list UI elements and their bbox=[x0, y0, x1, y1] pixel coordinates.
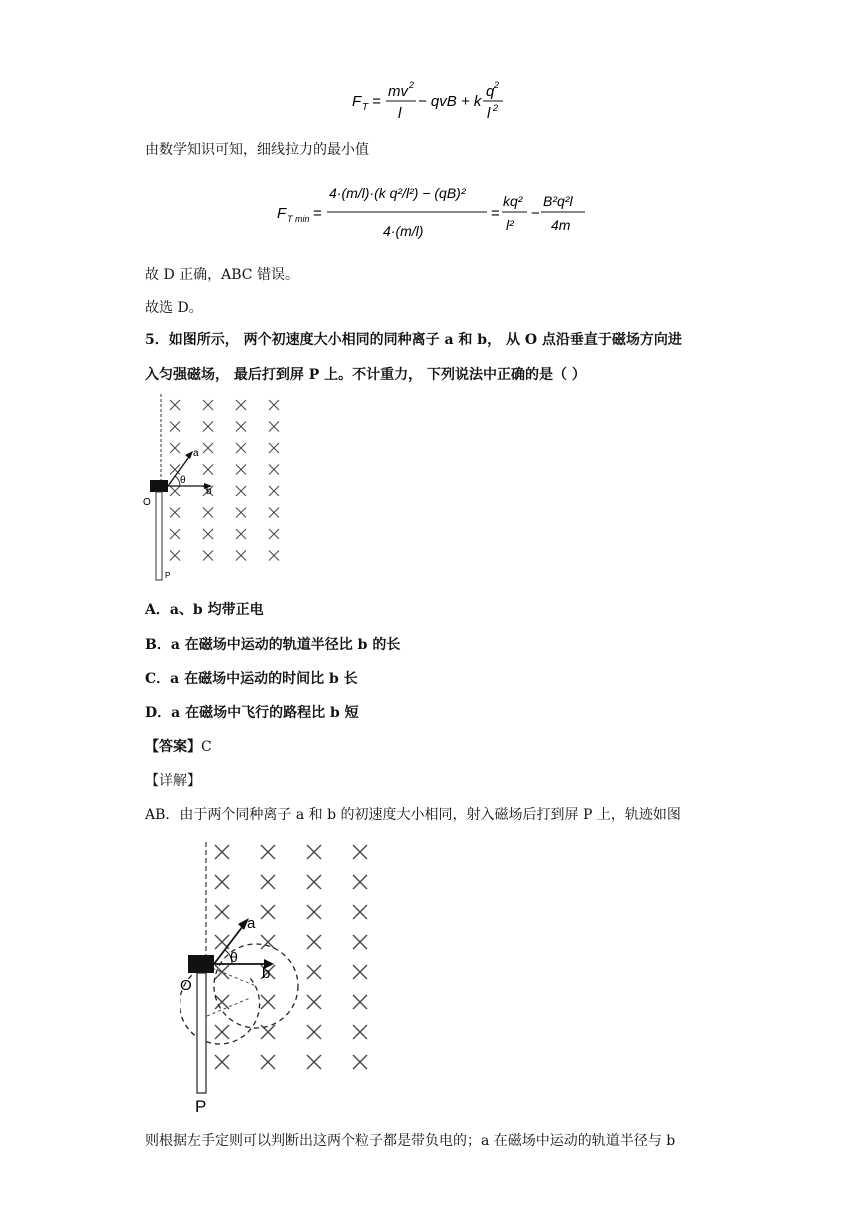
field-cross-icon bbox=[170, 529, 180, 539]
formula-min-tension-svg bbox=[275, 170, 595, 258]
f1-frac2-den-sup: 2 bbox=[493, 103, 499, 113]
field-cross-icon bbox=[215, 965, 229, 979]
option-A: A．a、b 均带正电 bbox=[145, 602, 264, 618]
label-b: b bbox=[206, 486, 212, 497]
field-cross-icon bbox=[215, 845, 229, 859]
f1-frac1-num: mv bbox=[388, 83, 408, 100]
field-cross-icon bbox=[269, 486, 279, 496]
field-cross-icon bbox=[170, 508, 180, 518]
field-cross-icon bbox=[203, 465, 213, 475]
f1-frac1-sup: 2 bbox=[409, 80, 415, 90]
figure-trajectory-svg bbox=[180, 838, 380, 1118]
field-cross-icon bbox=[307, 1025, 321, 1039]
field-cross-icon bbox=[215, 995, 229, 1009]
option-B: B．a 在磁场中运动的轨道半径比 b 的长 bbox=[145, 637, 401, 653]
f2-F: F bbox=[277, 205, 287, 222]
f1-F: F bbox=[352, 93, 362, 110]
field-cross-icon bbox=[170, 486, 180, 496]
f1-eq: = bbox=[372, 93, 381, 110]
field-cross-icon bbox=[261, 1055, 275, 1069]
field-cross-icon bbox=[215, 1055, 229, 1069]
field-cross-icon bbox=[261, 935, 275, 949]
field-cross-icon bbox=[236, 486, 246, 496]
label-b: b bbox=[262, 965, 271, 982]
field-cross-icon bbox=[307, 905, 321, 919]
radius-line-a bbox=[207, 998, 250, 1016]
label-P: P bbox=[195, 1097, 207, 1116]
text-choose-d: 故选 D。 bbox=[145, 300, 203, 316]
field-cross-icon bbox=[261, 845, 275, 859]
figure-question5 bbox=[140, 392, 290, 584]
magnetic-field-crosses bbox=[170, 400, 279, 561]
f2-sub: T min bbox=[287, 214, 310, 224]
radius-line-b bbox=[207, 966, 256, 986]
field-cross-icon bbox=[269, 508, 279, 518]
f2-eq: = bbox=[313, 205, 322, 222]
field-cross-icon bbox=[269, 443, 279, 453]
f1-middle: − qvB + k bbox=[418, 93, 482, 110]
field-cross-icon bbox=[236, 400, 246, 410]
field-cross-icon bbox=[353, 1025, 367, 1039]
field-cross-icon bbox=[236, 465, 246, 475]
field-cross-icon bbox=[353, 845, 367, 859]
magnetic-field-crosses bbox=[215, 845, 367, 1069]
source-block bbox=[150, 480, 168, 492]
field-cross-icon bbox=[203, 422, 213, 432]
label-P: P bbox=[165, 571, 171, 580]
field-cross-icon bbox=[353, 875, 367, 889]
f1-frac2-num: q bbox=[486, 83, 495, 100]
field-cross-icon bbox=[203, 443, 213, 453]
field-cross-icon bbox=[203, 551, 213, 561]
field-cross-icon bbox=[307, 965, 321, 979]
field-cross-icon bbox=[170, 551, 180, 561]
figure-trajectory bbox=[180, 838, 380, 1118]
f2-r2-den: 4m bbox=[551, 217, 571, 233]
field-cross-icon bbox=[215, 875, 229, 889]
field-cross-icon bbox=[269, 400, 279, 410]
field-cross-icon bbox=[261, 875, 275, 889]
field-cross-icon bbox=[269, 551, 279, 561]
field-cross-icon bbox=[307, 875, 321, 889]
text-min-value: 由数学知识可知，细线拉力的最小值 bbox=[145, 142, 369, 158]
field-cross-icon bbox=[269, 529, 279, 539]
arrow-a-head bbox=[185, 451, 193, 459]
label-a: a bbox=[193, 448, 199, 459]
label-theta: θ bbox=[180, 475, 186, 486]
field-cross-icon bbox=[203, 508, 213, 518]
last-line: 则根据左手定则可以判断出这两个粒子都是带负电的；a 在磁场中运动的轨道半径与 b bbox=[145, 1133, 676, 1149]
explain-ab: AB．由于两个同种离子 a 和 b 的初速度大小相同，射入磁场后打到屏 P 上，轨迹如图 bbox=[145, 807, 681, 823]
formula-tension-svg bbox=[350, 76, 510, 126]
source-block bbox=[188, 955, 214, 973]
f2-eq2: = bbox=[491, 205, 500, 222]
field-cross-icon bbox=[215, 1025, 229, 1039]
field-cross-icon bbox=[353, 1055, 367, 1069]
formula-tension bbox=[350, 76, 510, 126]
field-cross-icon bbox=[170, 400, 180, 410]
field-cross-icon bbox=[307, 995, 321, 1009]
f2-r1-num: kq² bbox=[503, 193, 523, 209]
field-cross-icon bbox=[236, 529, 246, 539]
f1-sub: T bbox=[362, 102, 369, 113]
field-cross-icon bbox=[170, 443, 180, 453]
screen-P bbox=[197, 973, 206, 1093]
field-cross-icon bbox=[203, 529, 213, 539]
field-cross-icon bbox=[236, 551, 246, 561]
field-cross-icon bbox=[170, 465, 180, 475]
label-theta: θ bbox=[230, 949, 238, 965]
f1-frac2-den: l bbox=[487, 105, 491, 122]
formula-min-tension bbox=[275, 170, 595, 258]
field-cross-icon bbox=[203, 400, 213, 410]
field-cross-icon bbox=[269, 422, 279, 432]
f2-minus: − bbox=[531, 205, 540, 222]
figure-question5-svg bbox=[140, 392, 290, 584]
field-cross-icon bbox=[170, 422, 180, 432]
field-cross-icon bbox=[353, 905, 367, 919]
question5-line1: 5．如图所示， 两个初速度大小相同的同种离子 a 和 b， 从 O 点沿垂直于磁场方向进 bbox=[145, 332, 682, 348]
label-O: O bbox=[143, 497, 151, 508]
f1-frac2-sup: 2 bbox=[494, 80, 500, 90]
field-cross-icon bbox=[307, 935, 321, 949]
field-cross-icon bbox=[236, 508, 246, 518]
f2-big-den: 4·(m/l) bbox=[383, 223, 424, 239]
explain-label: 【详解】 bbox=[145, 773, 201, 789]
field-cross-icon bbox=[353, 935, 367, 949]
question5-line2: 入匀强磁场， 最后打到屏 P 上。不计重力， 下列说法中正确的是（ ） bbox=[145, 367, 586, 383]
f2-r2-num: B²q²l bbox=[543, 193, 573, 209]
option-D: D．a 在磁场中飞行的路程比 b 短 bbox=[145, 705, 359, 721]
field-cross-icon bbox=[261, 905, 275, 919]
label-O: O bbox=[180, 977, 192, 994]
field-cross-icon bbox=[307, 845, 321, 859]
f2-r1-den: l² bbox=[506, 217, 514, 233]
text-d-correct: 故 D 正确，ABC 错误。 bbox=[145, 267, 299, 283]
field-cross-icon bbox=[236, 422, 246, 432]
field-cross-icon bbox=[215, 905, 229, 919]
screen-P bbox=[156, 492, 162, 580]
field-cross-icon bbox=[353, 995, 367, 1009]
answer-line bbox=[145, 737, 212, 757]
field-cross-icon bbox=[307, 1055, 321, 1069]
answer-label: 【答案】 bbox=[145, 739, 201, 755]
field-cross-icon bbox=[353, 965, 367, 979]
field-cross-icon bbox=[269, 465, 279, 475]
f2-big-num: 4·(m/l)·(k q²/l²) − (qB)² bbox=[329, 185, 466, 201]
field-cross-icon bbox=[236, 443, 246, 453]
field-cross-icon bbox=[261, 995, 275, 1009]
answer-value: C bbox=[201, 739, 212, 755]
option-C: C．a 在磁场中运动的时间比 b 长 bbox=[145, 671, 358, 687]
f1-frac1-den: l bbox=[398, 105, 402, 122]
label-a: a bbox=[247, 915, 256, 932]
